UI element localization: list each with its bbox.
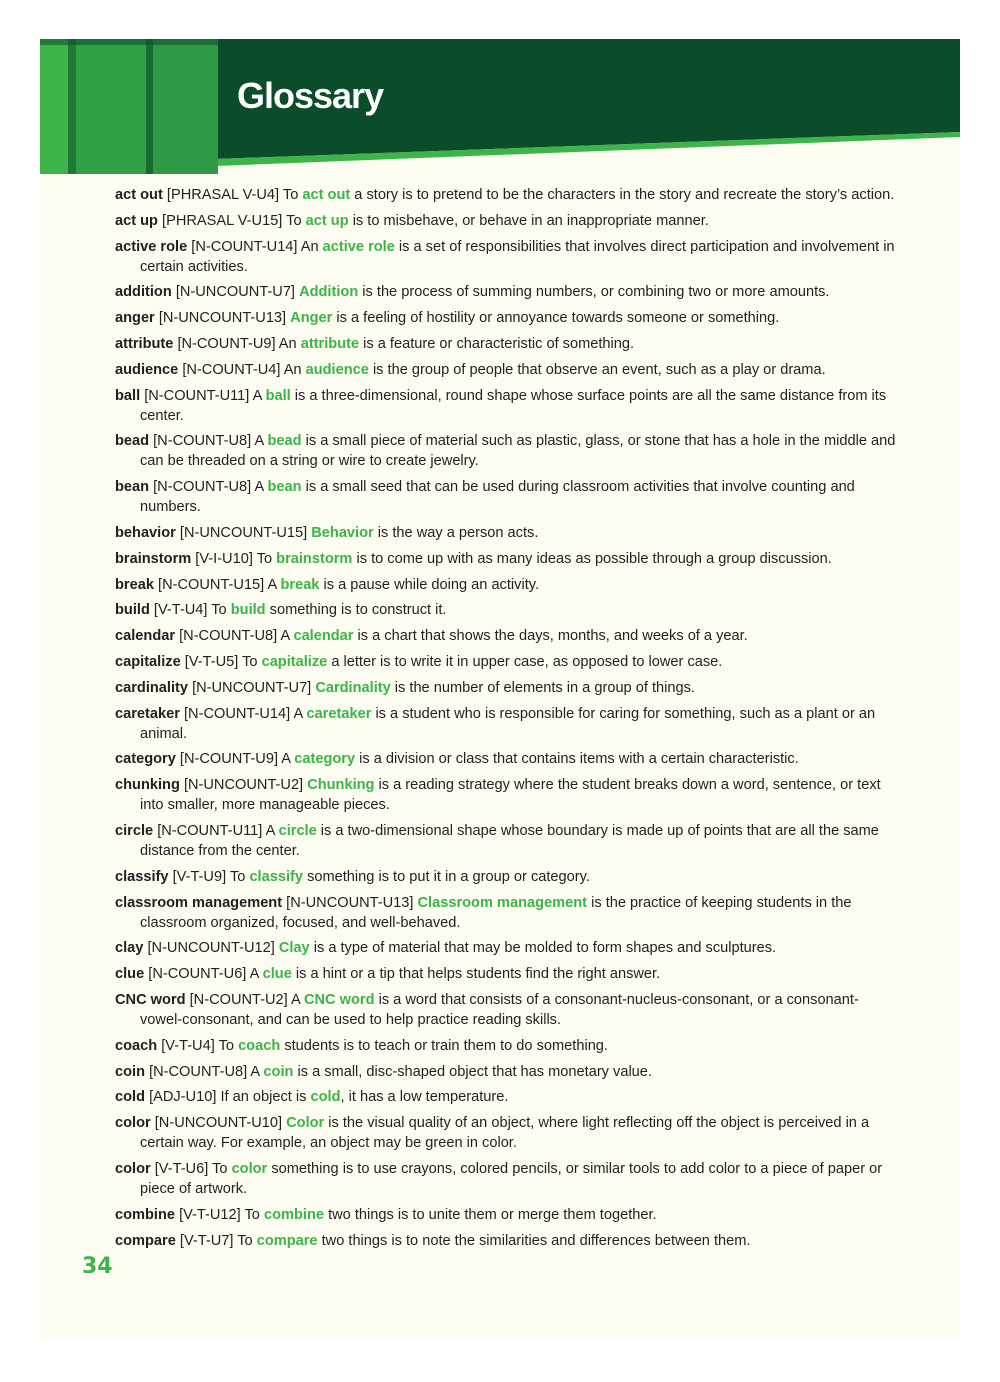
entry-highlight-word: combine xyxy=(264,1206,325,1223)
entry-lead-in: To xyxy=(229,868,246,885)
entry-tag: [N-UNCOUNT-U12] xyxy=(147,940,275,957)
entry-tag: [N-UNCOUNT-U10] xyxy=(154,1115,283,1132)
entry-lead-in: To xyxy=(282,187,299,203)
entry-highlight-word: calendar xyxy=(293,628,354,645)
entry-lead-in: A xyxy=(281,751,291,768)
entry-definition: is a feeling of hostility or annoyance towards someone or something. xyxy=(336,310,780,327)
entry-definition: is a type of material that may be molded to form shapes and sculptures. xyxy=(313,940,777,957)
glossary-entry xyxy=(115,1159,900,1199)
entry-tag: [N-COUNT-U8] xyxy=(153,433,252,450)
entry-highlight-word: caretaker xyxy=(306,705,372,722)
entry-tag: [V-T-U9] xyxy=(172,868,227,885)
entry-lead-in: To xyxy=(237,1232,253,1249)
entry-definition: is the process of summing numbers, or combining two or more amounts. xyxy=(362,284,830,301)
entry-highlight-word: attribute xyxy=(300,335,360,352)
entry-highlight-word: ball xyxy=(265,387,291,404)
glossary-entry xyxy=(115,549,900,569)
glossary-entry xyxy=(115,652,900,672)
glossary-entry xyxy=(115,386,900,426)
entry-term: CNC word xyxy=(115,991,186,1008)
glossary-entry xyxy=(115,1231,900,1251)
entry-lead-in: If an object is xyxy=(220,1089,307,1106)
glossary-page xyxy=(40,39,960,1339)
entry-lead-in: A xyxy=(249,966,259,983)
page-number: 34 xyxy=(82,1254,113,1279)
entry-highlight-word: color xyxy=(231,1160,268,1177)
entry-highlight-word: coach xyxy=(238,1037,281,1054)
entry-definition: is a reading strategy where the student breaks down a word, sentence, or text into smaller, more manageable pieces. xyxy=(140,777,881,814)
entry-definition: students is to teach or train them to do something. xyxy=(284,1037,608,1054)
entry-term: active role xyxy=(115,238,188,255)
entry-definition: is a student who is responsible for caring for something, such as a plant or an animal. xyxy=(140,705,876,742)
entry-term: addition xyxy=(115,284,172,301)
entry-tag: [N-COUNT-U11] xyxy=(157,822,263,839)
entry-highlight-word: category xyxy=(294,751,356,768)
entry-definition: two things is to note the similarities and differences between them. xyxy=(321,1232,751,1249)
entry-tag: [N-COUNT-U4] xyxy=(182,361,281,378)
entry-highlight-word: audience xyxy=(305,361,369,378)
entry-definition: , it has a low temperature. xyxy=(340,1089,509,1106)
entry-term: chunking xyxy=(115,777,180,794)
header-banner xyxy=(40,39,960,174)
glossary-entry xyxy=(115,431,900,471)
entry-highlight-word: compare xyxy=(256,1232,318,1249)
entry-highlight-word: Color xyxy=(286,1115,325,1132)
entry-lead-in: A xyxy=(254,433,264,450)
entry-term: classify xyxy=(115,868,169,885)
glossary-entry xyxy=(115,308,900,328)
entry-term: ball xyxy=(115,387,141,404)
entry-tag: [V-T-U4] xyxy=(153,602,208,619)
entry-highlight-word: Classroom management xyxy=(417,894,588,911)
glossary-entry xyxy=(115,477,900,517)
entry-tag: [N-UNCOUNT-U15] xyxy=(179,524,308,541)
entry-highlight-word: Chunking xyxy=(307,777,375,794)
entry-definition: two things is to unite them or merge them together. xyxy=(328,1206,657,1223)
glossary-entry xyxy=(115,600,900,620)
entry-highlight-word: capitalize xyxy=(261,653,328,670)
entry-definition: is to misbehave, or behave in an inappropriate manner. xyxy=(352,212,709,229)
entry-lead-in: An xyxy=(300,238,319,255)
entry-term: behavior xyxy=(115,524,176,541)
entry-lead-in: A xyxy=(267,576,277,593)
entry-lead-in: An xyxy=(278,335,297,352)
entry-definition: is the practice of keeping students in the classroom organized, focused, and well-behaved. xyxy=(140,894,852,931)
entry-term: compare xyxy=(115,1232,176,1249)
entry-term: calendar xyxy=(115,628,176,645)
entry-tag: [N-COUNT-U9] xyxy=(177,335,276,352)
entry-definition: is a two-dimensional shape whose boundary is made up of points that are all the same distance from the center. xyxy=(140,822,879,859)
entry-definition: a story is to pretend to be the characters in the story and recreate the story’s action. xyxy=(354,187,895,203)
entry-definition: is a pause while doing an activity. xyxy=(323,576,540,593)
entry-tag: [N-COUNT-U14] xyxy=(183,705,291,722)
entry-term: cardinality xyxy=(115,679,188,696)
entry-definition: is to come up with as many ideas as possible through a group discussion. xyxy=(356,550,832,567)
entry-highlight-word: Clay xyxy=(278,940,310,957)
entry-lead-in: An xyxy=(283,361,302,378)
entry-tag: [ADJ-U10] xyxy=(149,1089,217,1106)
entry-tag: [N-COUNT-U6] xyxy=(148,966,247,983)
entry-term: act up xyxy=(115,212,158,229)
entry-term: attribute xyxy=(115,335,174,352)
entry-term: category xyxy=(115,751,176,768)
entry-definition: something is to put it in a group or category. xyxy=(307,868,590,885)
glossary-entry xyxy=(115,1036,900,1056)
entry-term: clue xyxy=(115,966,145,983)
glossary-entry xyxy=(115,867,900,887)
entry-term: circle xyxy=(115,822,154,839)
glossary-entry xyxy=(115,237,900,277)
entry-term: combine xyxy=(115,1206,176,1223)
entry-tag: [V-T-U12] xyxy=(179,1206,241,1223)
entry-highlight-word: brainstorm xyxy=(276,550,353,567)
entry-tag: [N-COUNT-U8] xyxy=(149,1063,248,1080)
entry-lead-in: To xyxy=(244,1206,260,1223)
entry-highlight-word: circle xyxy=(278,822,317,839)
entry-highlight-word: clue xyxy=(262,966,292,983)
glossary-entry xyxy=(115,678,900,698)
entry-term: build xyxy=(115,602,150,619)
entry-lead-in: A xyxy=(252,387,262,404)
entry-term: coin xyxy=(115,1063,145,1080)
entry-highlight-word: break xyxy=(280,576,320,593)
entry-term: classroom management xyxy=(115,894,283,911)
entry-highlight-word: active role xyxy=(322,238,395,255)
entry-highlight-word: Addition xyxy=(299,284,359,301)
entry-lead-in: To xyxy=(286,212,302,229)
entry-definition: is a division or class that contains items with a certain characteristic. xyxy=(359,751,799,768)
entry-tag: [V-T-U6] xyxy=(154,1160,209,1177)
entry-definition: is a chart that shows the days, months, and weeks of a year. xyxy=(357,628,748,645)
entry-tag: [N-COUNT-U9] xyxy=(179,751,279,768)
glossary-entry xyxy=(115,575,900,595)
entry-lead-in: To xyxy=(218,1037,234,1054)
glossary-entry xyxy=(115,282,900,302)
glossary-entry xyxy=(115,704,900,744)
entry-tag: [V-I-U10] xyxy=(195,550,253,567)
entry-definition: is a word that consists of a consonant-nucleus-consonant, or a consonant-vowel-consonant, and can be used to help practice reading skills. xyxy=(140,991,859,1028)
glossary-entry xyxy=(115,964,900,984)
entry-term: act out xyxy=(115,187,163,203)
glossary-entry xyxy=(115,334,900,354)
entry-term: capitalize xyxy=(115,653,181,670)
glossary-entry xyxy=(115,990,900,1030)
entry-highlight-word: act out xyxy=(302,187,351,203)
entry-definition: is a small piece of material such as plastic, glass, or stone that has a hole in the middle and can be threaded on a string or wire to create jewelry. xyxy=(140,433,896,470)
glossary-entry xyxy=(115,626,900,646)
entry-tag: [N-COUNT-U11] xyxy=(144,387,250,404)
entry-tag: [V-T-U7] xyxy=(179,1232,234,1249)
entry-highlight-word: classify xyxy=(249,868,303,885)
entry-definition: is a set of responsibilities that involves direct participation and involvement in certain activities. xyxy=(140,238,895,275)
entry-definition: is the number of elements in a group of things. xyxy=(394,679,695,696)
entry-tag: [N-UNCOUNT-U13] xyxy=(286,894,414,911)
glossary-entry xyxy=(115,1062,900,1082)
glossary-entry xyxy=(115,211,900,231)
entry-term: audience xyxy=(115,361,179,378)
entry-definition: is the group of people that observe an event, such as a play or drama. xyxy=(372,361,826,378)
glossary-entry xyxy=(115,360,900,380)
glossary-entry xyxy=(115,523,900,543)
entry-lead-in: To xyxy=(242,653,258,670)
entry-definition: is a small, disc-shaped object that has monetary value. xyxy=(297,1063,652,1080)
entry-definition: is a hint or a tip that helps students find the right answer. xyxy=(295,966,661,983)
glossary-entry xyxy=(115,749,900,769)
entry-definition: is a small seed that can be used during classroom activities that involve counting and numbers. xyxy=(140,479,855,516)
entry-highlight-word: build xyxy=(230,602,266,619)
entry-tag: [N-UNCOUNT-U13] xyxy=(158,310,287,327)
entry-tag: [N-UNCOUNT-U7] xyxy=(192,679,312,696)
glossary-entry xyxy=(115,775,900,815)
glossary-entry xyxy=(115,1087,900,1107)
entry-definition: is the way a person acts. xyxy=(377,524,539,541)
entry-term: cold xyxy=(115,1089,145,1106)
entry-tag: [N-UNCOUNT-U7] xyxy=(175,284,295,301)
page-title: Glossary xyxy=(237,75,384,116)
glossary-entry xyxy=(115,893,900,933)
glossary-entry xyxy=(115,938,900,958)
entry-highlight-word: coin xyxy=(263,1063,294,1080)
entry-lead-in: A xyxy=(250,1063,260,1080)
entry-highlight-word: Behavior xyxy=(311,524,374,541)
entry-term: bead xyxy=(115,433,150,450)
entry-highlight-word: cold xyxy=(310,1089,341,1106)
entry-highlight-word: Cardinality xyxy=(315,679,391,696)
entry-highlight-word: act up xyxy=(305,212,349,229)
entry-tag: [PHRASAL V-U4] xyxy=(166,187,280,203)
entry-lead-in: A xyxy=(293,705,303,722)
entry-definition: is a feature or characteristic of something. xyxy=(363,335,635,352)
entry-lead-in: To xyxy=(212,1160,228,1177)
entry-definition: a letter is to write it in upper case, as opposed to lower case. xyxy=(331,653,723,670)
glossary-entry xyxy=(115,1205,900,1225)
entry-definition: is the visual quality of an object, where light reflecting off the object is perceived in a certain way. For example, an object may be green in color. xyxy=(140,1115,870,1152)
entry-term: color xyxy=(115,1160,151,1177)
entry-lead-in: A xyxy=(290,991,300,1008)
entry-tag: [V-T-U5] xyxy=(184,653,239,670)
entry-tag: [N-COUNT-U14] xyxy=(191,238,298,255)
entry-tag: [N-COUNT-U8] xyxy=(179,628,278,645)
entry-definition: something is to use crayons, colored pencils, or similar tools to add color to a piece of paper or piece of artwork. xyxy=(140,1160,883,1197)
entry-term: anger xyxy=(115,310,155,327)
entry-lead-in: A xyxy=(265,822,275,839)
entry-definition: something is to construct it. xyxy=(269,602,447,619)
entry-tag: [N-COUNT-U8] xyxy=(153,479,252,496)
entry-term: clay xyxy=(115,940,144,957)
glossary-entry xyxy=(115,185,900,205)
entry-term: break xyxy=(115,576,154,593)
entry-tag: [N-COUNT-U15] xyxy=(158,576,265,593)
header-background-graphic xyxy=(40,39,960,174)
entry-tag: [N-COUNT-U2] xyxy=(189,991,288,1008)
entry-highlight-word: CNC word xyxy=(303,991,375,1008)
entry-term: coach xyxy=(115,1037,158,1054)
entry-lead-in: To xyxy=(256,550,273,567)
entry-highlight-word: bean xyxy=(267,479,302,496)
entry-tag: [PHRASAL V-U15] xyxy=(162,212,283,229)
entry-highlight-word: bead xyxy=(267,433,302,450)
glossary-entry-list xyxy=(115,185,900,1256)
entry-highlight-word: Anger xyxy=(290,310,333,327)
entry-lead-in: To xyxy=(211,602,227,619)
entry-lead-in: A xyxy=(280,628,290,645)
glossary-entry xyxy=(115,821,900,861)
glossary-entry xyxy=(115,1113,900,1153)
entry-lead-in: A xyxy=(254,479,264,496)
entry-term: brainstorm xyxy=(115,550,192,567)
entry-term: color xyxy=(115,1115,151,1132)
entry-definition: is a three-dimensional, round shape whose surface points are all the same distance from its center. xyxy=(140,387,887,424)
entry-term: bean xyxy=(115,479,150,496)
entry-tag: [V-T-U4] xyxy=(161,1037,215,1054)
entry-tag: [N-UNCOUNT-U2] xyxy=(183,777,304,794)
entry-term: caretaker xyxy=(115,705,180,722)
